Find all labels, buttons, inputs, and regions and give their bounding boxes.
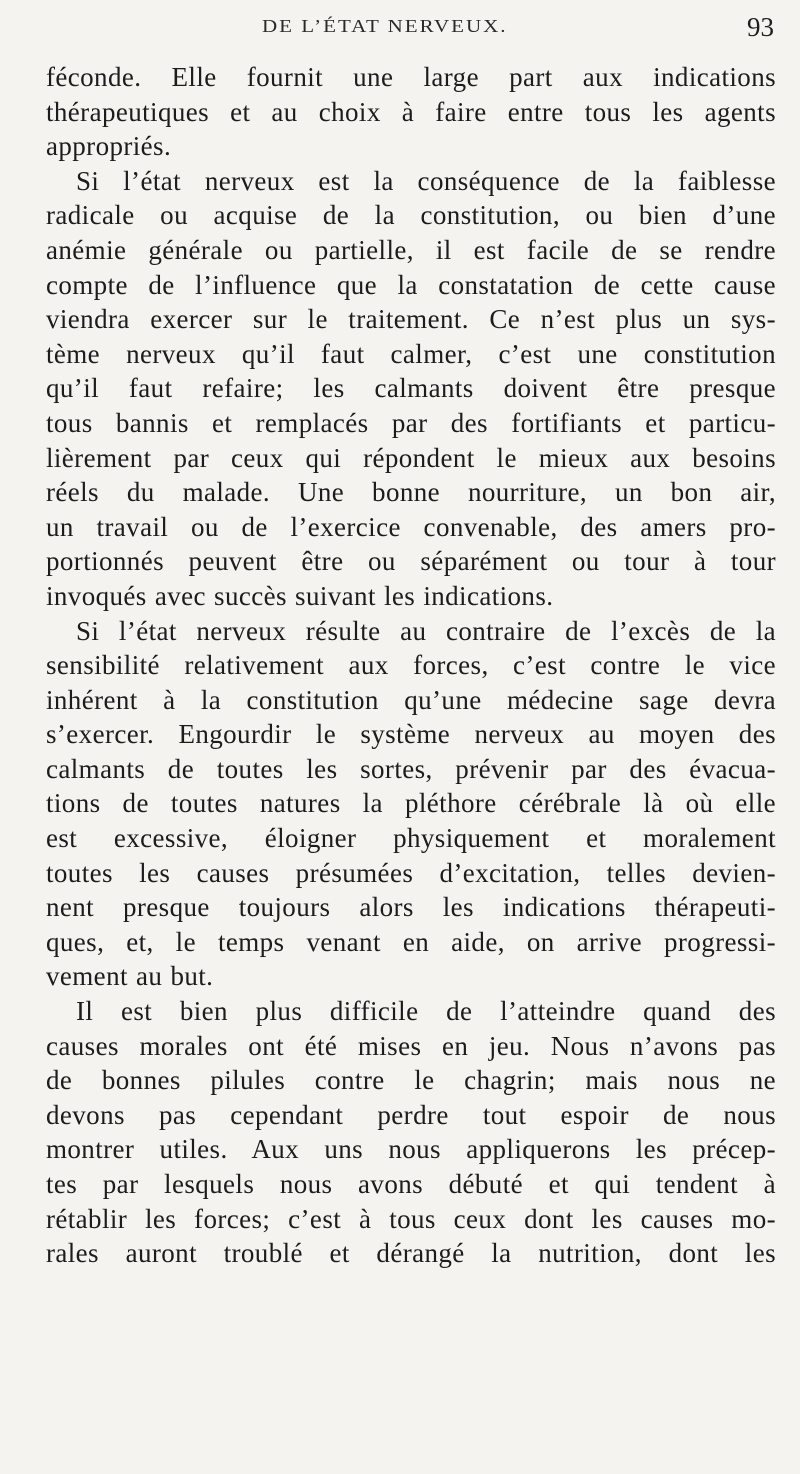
text-line: vement au but. bbox=[46, 961, 214, 992]
text-line: invoqués avec succès suivant les indications. bbox=[46, 580, 554, 611]
text-line: anémie générale ou partielle, il est facile de se rendre bbox=[46, 234, 776, 265]
text-line: devons pas cependant perdre tout espoir de nous bbox=[46, 1099, 776, 1130]
body-text bbox=[46, 60, 776, 1271]
text-line: montrer utiles. Aux uns nous appliquerons les précep- bbox=[46, 1134, 776, 1165]
text-line: ques, et, le temps venant en aide, on arrive progressi- bbox=[46, 926, 776, 957]
text-line: féconde. Elle fournit une large part aux indications bbox=[46, 62, 776, 92]
text-line: rales auront troublé et dérangé la nutrition, dont les bbox=[46, 1238, 776, 1269]
text-line: Si l’état nerveux est la conséquence de la faiblesse bbox=[76, 165, 776, 196]
text-line: inhérent à la constitution qu’une médecine sage devra bbox=[46, 684, 776, 715]
text-line: causes morales ont été mises en jeu. Nous n’avons pas bbox=[46, 1030, 776, 1061]
page-number: 93 bbox=[747, 12, 774, 42]
text-line: tème nerveux qu’il faut calmer, c’est une constitution bbox=[46, 338, 776, 369]
text-line: de bonnes pilules contre le chagrin; mais nous ne bbox=[46, 1065, 776, 1096]
text-line: compte de l’influence que la constatation de cette cause bbox=[46, 269, 776, 300]
text-line: toutes les causes présumées d’excitation, telles devien- bbox=[46, 857, 776, 888]
text-line: Si l’état nerveux résulte au contraire de l’excès de la bbox=[76, 615, 776, 646]
text-line: réels du malade. Une bonne nourriture, un bon air, bbox=[46, 477, 776, 508]
text-line: thérapeutiques et au choix à faire entre tous les agents bbox=[46, 96, 776, 127]
text-line: nent presque toujours alors les indications thérapeuti- bbox=[46, 892, 776, 923]
text-line: s’exercer. Engourdir le système nerveux au moyen des bbox=[46, 719, 776, 750]
text-line: rétablir les forces; c’est à tous ceux dont les causes mo- bbox=[46, 1203, 776, 1234]
text-line: lièrement par ceux qui répondent le mieux aux besoins bbox=[46, 442, 776, 473]
text-line: qu’il faut refaire; les calmants doivent être presque bbox=[46, 373, 776, 404]
text-line: viendra exercer sur le traitement. Ce n’est plus un sys- bbox=[46, 304, 776, 335]
text-line: Il est bien plus difficile de l’atteindre quand des bbox=[76, 996, 776, 1027]
running-head: DE L’ÉTAT NERVEUX. bbox=[262, 16, 508, 37]
text-line: calmants de toutes les sortes, prévenir par des évacua- bbox=[46, 753, 776, 784]
page-header bbox=[0, 0, 800, 48]
text-line: tions de toutes natures la pléthore cérébrale là où elle bbox=[46, 788, 776, 819]
text-line: tous bannis et remplacés par des fortifiants et particu- bbox=[46, 407, 776, 438]
text-line: sensibilité relativement aux forces, c’est contre le vice bbox=[46, 650, 776, 681]
text-line: radicale ou acquise de la constitution, ou bien d’une bbox=[46, 200, 776, 231]
text-line: tes par lesquels nous avons débuté et qui tendent à bbox=[46, 1169, 776, 1199]
text-line: un travail ou de l’exercice convenable, des amers pro- bbox=[46, 511, 776, 542]
text-line: appropriés. bbox=[46, 131, 172, 162]
text-line: portionnés peuvent être ou séparément ou tour à tour bbox=[46, 546, 776, 577]
text-line: est excessive, éloigner physiquement et moralement bbox=[46, 823, 776, 854]
